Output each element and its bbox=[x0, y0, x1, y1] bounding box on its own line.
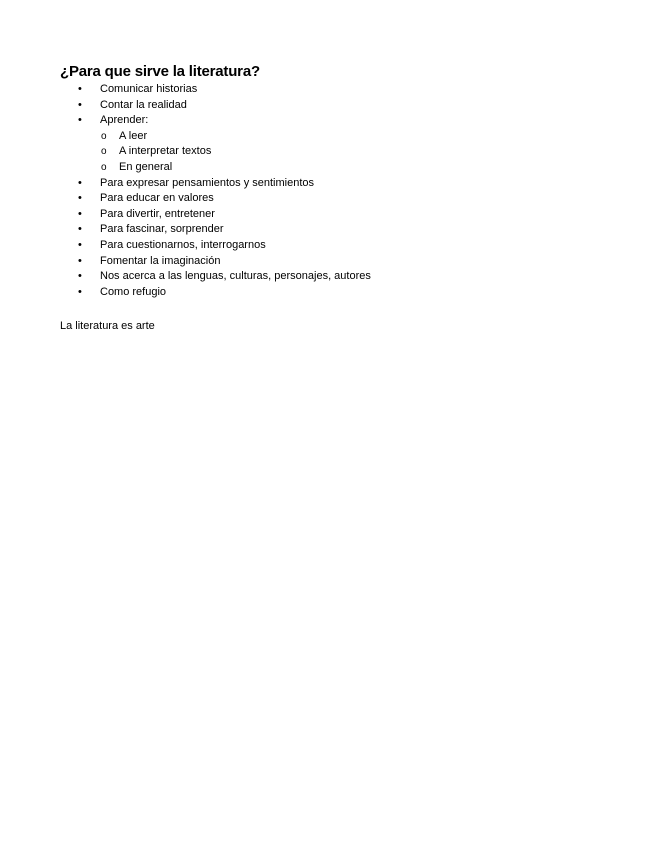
bullet-icon: • bbox=[78, 114, 82, 127]
list-item-label: Como refugio bbox=[100, 285, 167, 298]
page-title: ¿Para que sirve la literatura? bbox=[60, 63, 260, 80]
bullet-icon: • bbox=[78, 254, 82, 267]
list-item-label: En general bbox=[119, 160, 173, 173]
bullet-icon: • bbox=[78, 207, 82, 220]
hollow-bullet-icon: o bbox=[101, 146, 107, 158]
list-item-label: Para educar en valores bbox=[100, 192, 214, 205]
bullet-icon: • bbox=[78, 285, 82, 298]
bullet-icon: • bbox=[78, 192, 82, 205]
list-item-label: Para cuestionarnos, interrogarnos bbox=[100, 238, 266, 251]
list-item-label: Fomentar la imaginación bbox=[100, 254, 221, 267]
hollow-bullet-icon: o bbox=[101, 161, 107, 173]
list-item-label: Comunicar historias bbox=[100, 83, 198, 95]
bullet-icon: • bbox=[78, 176, 82, 189]
list-item-label: Contar la realidad bbox=[100, 98, 187, 111]
list-item-label: Para expresar pensamientos y sentimientos bbox=[100, 176, 314, 189]
list-item-label: A interpretar textos bbox=[119, 145, 212, 158]
bullet-icon: • bbox=[78, 238, 82, 251]
list-item-label: Para divertir, entretener bbox=[100, 207, 215, 220]
list-item-label: Nos acerca a las lenguas, culturas, personajes, autores bbox=[100, 270, 371, 283]
list-item-label: Aprender: bbox=[100, 114, 149, 127]
closing-paragraph: La literatura es arte bbox=[60, 320, 155, 332]
bullet-icon: • bbox=[78, 83, 82, 95]
hollow-bullet-icon: o bbox=[101, 130, 107, 142]
bullet-icon: • bbox=[78, 270, 82, 283]
list-item-label: A leer bbox=[119, 129, 148, 142]
bullet-icon: • bbox=[78, 98, 82, 111]
list-item-label: Para fascinar, sorprender bbox=[100, 223, 224, 236]
bullet-icon: • bbox=[78, 223, 82, 236]
